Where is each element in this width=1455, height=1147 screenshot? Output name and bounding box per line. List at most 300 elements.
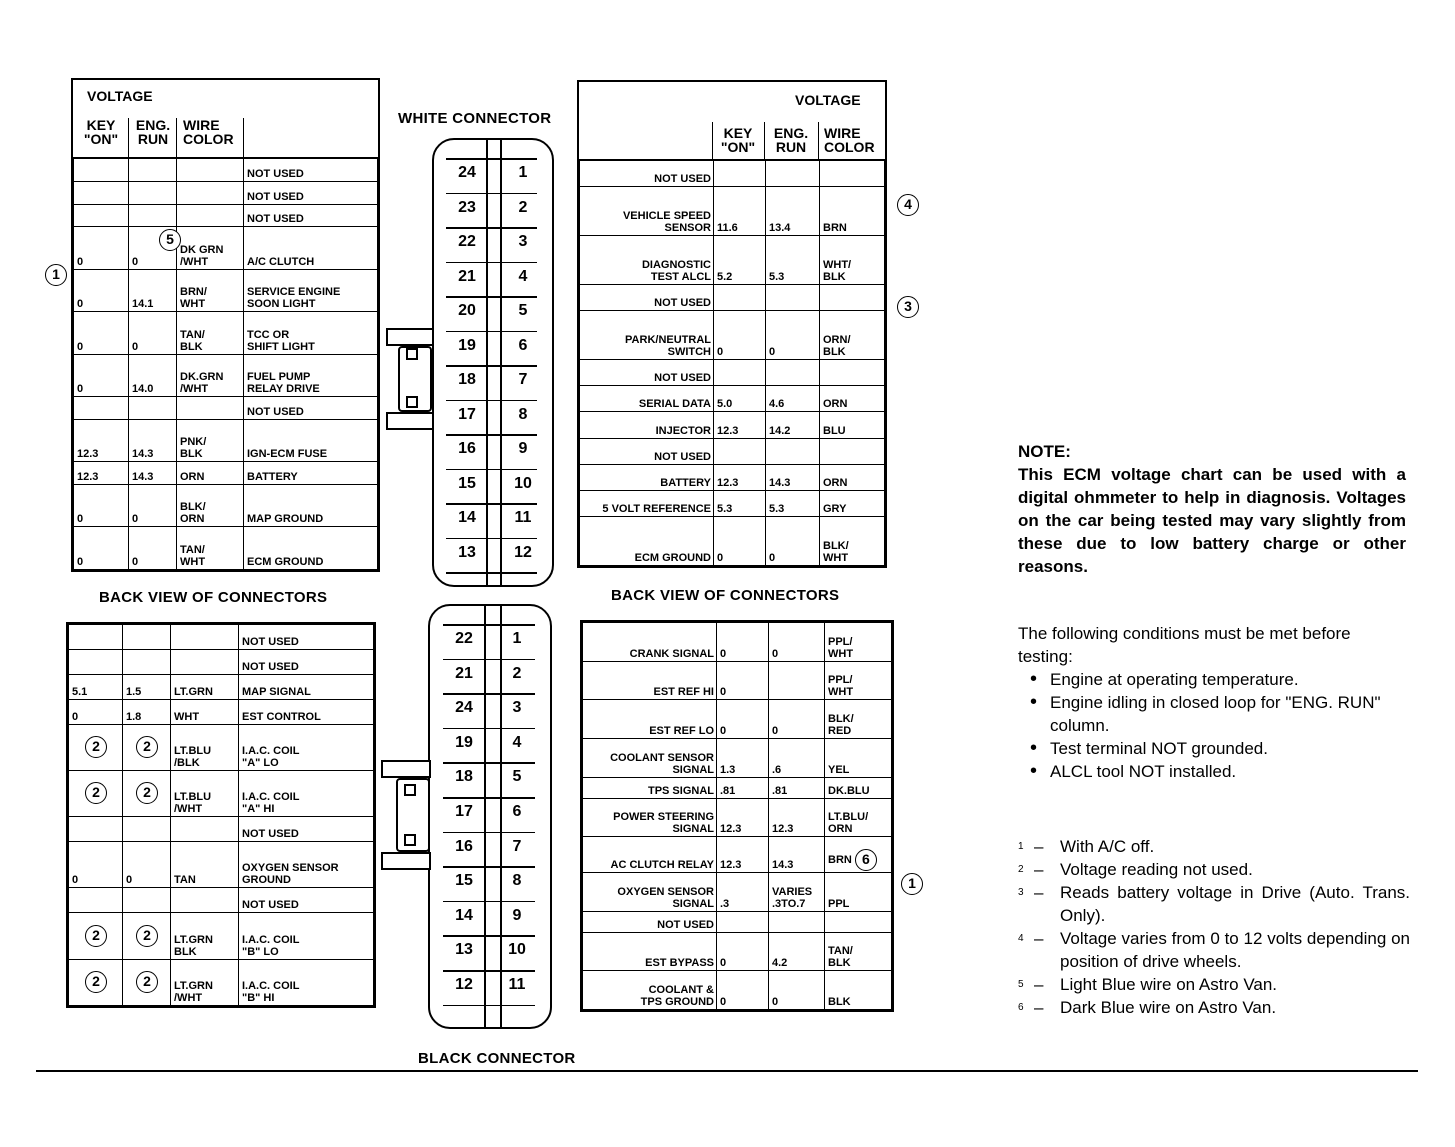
white-left-eng-run: 0	[129, 312, 177, 354]
pin-divider	[443, 901, 535, 903]
white-left-voltage-table	[71, 78, 380, 572]
black-left-function: I.A.C. COIL "A" HI	[239, 770, 374, 816]
white-left-eng-run	[129, 204, 177, 227]
black-left-row	[69, 699, 374, 724]
white-right-wire-color: BRN	[820, 187, 885, 236]
footnote-dash: –	[1034, 883, 1044, 902]
black-right-eng-run: .81	[769, 777, 825, 798]
black-left-row	[69, 913, 374, 959]
connector-pin-number: 21	[455, 664, 473, 682]
black-left-function: NOT USED	[239, 817, 374, 842]
black-right-eng-run: 0	[769, 971, 825, 1010]
footnote-text: Voltage reading not used.	[1060, 860, 1253, 879]
connector-pin-number: 7	[512, 837, 522, 855]
white-left-wire-color: ORN	[177, 462, 244, 485]
pin-divider	[446, 158, 537, 160]
key-on-header: KEY "ON"	[83, 117, 119, 147]
back-view-caption-right: BACK VIEW OF CONNECTORS	[611, 587, 840, 604]
white-left-eng-run: 14.1	[129, 269, 177, 311]
white-right-wire-color: BLK/ WHT	[820, 517, 885, 566]
white-right-row	[580, 284, 885, 310]
footnote-text: Reads battery voltage in Drive (Auto. Trans. Only).	[1060, 883, 1410, 925]
pin-divider	[443, 832, 535, 834]
black-right-key-on: 0	[717, 661, 769, 700]
white-left-key-on	[74, 204, 129, 227]
white-left-wire-color: TAN/ BLK	[177, 312, 244, 354]
white-left-row	[74, 354, 378, 396]
white-right-eng-run	[766, 284, 820, 310]
black-right-eng-run: 14.3	[769, 837, 825, 873]
white-left-row	[74, 462, 378, 485]
footnote-2-marker: 2	[136, 971, 158, 993]
connector-pin-number: 19	[455, 733, 473, 751]
condition-item	[1030, 737, 1410, 760]
black-connector-latch-bottom	[381, 852, 431, 870]
key-on-header-right: KEY "ON"	[720, 125, 756, 155]
connector-pin-number: 24	[455, 699, 473, 717]
white-right-eng-run: 13.4	[766, 187, 820, 236]
white-right-row	[580, 464, 885, 490]
black-right-key-on	[717, 911, 769, 932]
white-left-key-on: 12.3	[74, 419, 129, 461]
pin-divider	[446, 296, 537, 298]
condition-item	[1030, 691, 1410, 737]
black-right-function: EST BYPASS	[583, 932, 717, 971]
connector-pin-number: 12	[514, 543, 532, 561]
connector-pin-number: 15	[458, 474, 476, 492]
white-left-function: ECM GROUND	[244, 527, 378, 570]
black-left-eng-run	[123, 913, 171, 959]
connector-pin-number: 4	[512, 733, 522, 751]
white-right-row	[580, 236, 885, 285]
black-left-key-on: 0	[69, 699, 123, 724]
black-right-eng-run	[769, 911, 825, 932]
connector-pin-number: 8	[512, 872, 522, 890]
black-right-wire-color: LT.BLU/ ORN	[825, 798, 892, 837]
black-left-function: NOT USED	[239, 649, 374, 674]
white-connector-caption: WHITE CONNECTOR	[398, 110, 552, 127]
white-left-wire-color: BLK/ ORN	[177, 485, 244, 527]
connector-pin-number: 2	[512, 664, 522, 682]
pin-divider	[443, 935, 535, 937]
footnote-item	[1018, 996, 1410, 1019]
black-right-eng-run: 0	[769, 700, 825, 739]
eng-run-header-right: ENG. RUN	[773, 125, 809, 155]
white-left-wire-color	[177, 181, 244, 204]
white-left-eng-run: 0	[129, 527, 177, 570]
black-right-wire-color: BRN 6	[825, 837, 892, 873]
white-left-wire-color	[166, 227, 244, 269]
black-right-row	[583, 661, 892, 700]
conditions-block	[1018, 622, 1410, 783]
black-right-key-on: 0	[717, 623, 769, 662]
footnote-2-marker: 2	[85, 971, 107, 993]
black-left-wire-color: LT.GRN /WHT	[171, 959, 239, 1005]
black-left-eng-run: 0	[123, 842, 171, 888]
black-left-row	[69, 888, 374, 913]
black-left-eng-run	[123, 888, 171, 913]
black-right-key-on: .3	[717, 872, 769, 911]
footnote-text: Voltage varies from 0 to 12 volts depending on position of drive wheels.	[1060, 929, 1410, 971]
white-right-function: NOT USED	[580, 438, 714, 464]
back-view-caption-left: BACK VIEW OF CONNECTORS	[99, 589, 328, 606]
black-right-eng-run: 0	[769, 623, 825, 662]
black-right-key-on: 0	[717, 700, 769, 739]
white-left-function: NOT USED	[244, 181, 378, 204]
black-right-wire-color: PPL/ WHT	[825, 661, 892, 700]
black-right-function: EST REF HI	[583, 661, 717, 700]
footnote-dash: –	[1034, 837, 1044, 856]
connector-pin-number: 14	[455, 906, 473, 924]
white-right-function: ECM GROUND	[580, 517, 714, 566]
black-right-wire-color: PPL/ WHT	[825, 623, 892, 662]
white-right-eng-run: 4.6	[766, 386, 820, 412]
pin-divider	[443, 624, 535, 626]
bullet-icon: •	[1030, 760, 1038, 782]
connector-pin-number: 12	[455, 976, 473, 993]
white-left-wire-color: TAN/ WHT	[177, 527, 244, 570]
white-right-wire-color	[820, 284, 885, 310]
white-left-row	[74, 397, 378, 420]
footnote-mark: 3	[1018, 887, 1024, 898]
white-left-row	[74, 181, 378, 204]
white-right-eng-run	[766, 161, 820, 187]
footnote-mark: 2	[1018, 864, 1024, 875]
footnote-2-marker: 2	[85, 782, 107, 804]
white-left-key-on: 0	[74, 312, 129, 354]
pin-divider	[443, 1005, 535, 1007]
white-left-function: NOT USED	[244, 159, 378, 182]
footnote-item	[1018, 835, 1410, 858]
connector-pin-number: 9	[512, 906, 522, 924]
white-left-row	[74, 269, 378, 311]
black-right-row	[583, 700, 892, 739]
black-right-row	[583, 739, 892, 778]
black-right-voltage-table	[580, 620, 894, 1012]
footnote-mark: 5	[1018, 979, 1024, 990]
black-left-eng-run	[123, 649, 171, 674]
connector-pin-number: 22	[455, 630, 473, 647]
white-right-key-on: 12.3	[714, 464, 766, 490]
white-left-row	[74, 485, 378, 527]
black-left-wire-color	[171, 817, 239, 842]
white-left-function: FUEL PUMP RELAY DRIVE	[244, 354, 378, 396]
black-right-wire-color: PPL	[825, 872, 892, 911]
white-left-function: SERVICE ENGINE SOON LIGHT	[244, 269, 378, 311]
white-left-key-on: 0	[74, 485, 129, 527]
footnote-text: Dark Blue wire on Astro Van.	[1060, 998, 1277, 1017]
white-left-row	[74, 527, 378, 570]
white-right-key-on	[714, 438, 766, 464]
footnote-2-marker: 2	[136, 925, 158, 947]
connector-pin-number: 10	[508, 941, 526, 959]
white-right-row	[580, 359, 885, 385]
white-right-eng-run	[766, 359, 820, 385]
callout-1-right: 1	[901, 873, 923, 895]
pin-divider	[446, 434, 537, 436]
white-left-function: TCC OR SHIFT LIGHT	[244, 312, 378, 354]
black-left-key-on	[69, 625, 123, 650]
connector-pin-number: 3	[518, 233, 528, 250]
pin-divider	[446, 538, 537, 540]
white-left-function: A/C CLUTCH	[244, 227, 378, 269]
white-right-function: DIAGNOSTIC TEST ALCL	[580, 236, 714, 285]
black-left-function: MAP SIGNAL	[239, 674, 374, 699]
white-left-eng-run	[129, 397, 177, 420]
white-left-key-on	[74, 397, 129, 420]
black-right-row	[583, 798, 892, 837]
connector-pin-number: 15	[455, 872, 473, 890]
connector-pin-number: 5	[518, 302, 528, 319]
pin-divider	[446, 503, 537, 505]
white-left-function: BATTERY	[244, 462, 378, 485]
connector-pin-number: 21	[458, 267, 476, 285]
connector-pin-number: 16	[458, 440, 476, 457]
connector-pin-number: 6	[518, 336, 528, 354]
black-right-eng-run: .6	[769, 739, 825, 778]
wire-color-header-right: WIRE COLOR	[824, 125, 875, 155]
white-left-row	[74, 227, 378, 269]
white-right-key-on	[714, 284, 766, 310]
black-right-row	[583, 932, 892, 971]
white-connector-latch-bottom	[386, 412, 434, 430]
black-left-key-on	[69, 888, 123, 913]
white-left-wire-color: DK.GRN /WHT	[177, 354, 244, 396]
black-left-row	[69, 842, 374, 888]
white-left-function: IGN-ECM FUSE	[244, 419, 378, 461]
white-left-row	[74, 204, 378, 227]
connector-pin-number: 18	[458, 371, 476, 388]
black-right-wire-color: BLK	[825, 971, 892, 1010]
pin-divider	[443, 797, 535, 799]
footnote-2-marker: 2	[136, 782, 158, 804]
black-right-function: COOLANT SENSOR SIGNAL	[583, 739, 717, 778]
connector-pin-number: 16	[455, 837, 473, 855]
black-left-function: I.A.C. COIL "B" LO	[239, 913, 374, 959]
connector-pin-number: 6	[512, 803, 522, 820]
black-right-function: NOT USED	[583, 911, 717, 932]
condition-item	[1030, 668, 1410, 691]
black-left-function: OXYGEN SENSOR GROUND	[239, 842, 374, 888]
white-right-eng-run: 5.3	[766, 491, 820, 517]
black-left-row	[69, 817, 374, 842]
white-right-wire-color	[820, 438, 885, 464]
black-left-function: NOT USED	[239, 888, 374, 913]
black-right-key-on: 0	[717, 971, 769, 1010]
white-left-eng-run: 0	[129, 485, 177, 527]
black-left-wire-color: LT.GRN	[171, 674, 239, 699]
footnote-2-marker: 2	[85, 736, 107, 758]
black-left-eng-run	[123, 770, 171, 816]
condition-text: ALCL tool NOT installed.	[1050, 762, 1237, 781]
black-left-wire-color: WHT	[171, 699, 239, 724]
wire-color-header: WIRE COLOR	[183, 117, 234, 147]
white-right-row	[580, 311, 885, 360]
black-left-key-on	[69, 724, 123, 770]
pin-divider	[443, 762, 535, 764]
white-right-voltage-table	[577, 80, 887, 568]
white-right-row	[580, 161, 885, 187]
white-right-row	[580, 412, 885, 438]
white-right-row	[580, 491, 885, 517]
white-left-eng-run: 14.0	[129, 354, 177, 396]
white-right-key-on: 0	[714, 517, 766, 566]
black-right-row	[583, 777, 892, 798]
footnote-item	[1018, 858, 1410, 881]
connector-pin-number: 2	[518, 198, 528, 216]
black-right-row	[583, 837, 892, 873]
pin-divider	[446, 262, 537, 264]
white-left-wire-color: PNK/ BLK	[177, 419, 244, 461]
note-body: This ECM voltage chart can be used with a digital ohmmeter to help in diagnosis. Voltages on the car being tested may vary slightly from these due to low battery charge or other reasons.	[1018, 465, 1406, 576]
black-right-eng-run: 4.2	[769, 932, 825, 971]
black-left-key-on: 5.1	[69, 674, 123, 699]
white-left-eng-run: 14.3	[129, 462, 177, 485]
white-left-key-on: 0	[74, 527, 129, 570]
white-right-wire-color: ORN/ BLK	[820, 311, 885, 360]
footnote-mark: 1	[1018, 841, 1024, 852]
black-right-function: AC CLUTCH RELAY	[583, 837, 717, 873]
white-right-key-on: 12.3	[714, 412, 766, 438]
black-connector-caption: BLACK CONNECTOR	[418, 1050, 576, 1067]
connector-pin-number: 1	[518, 164, 528, 181]
black-left-key-on	[69, 913, 123, 959]
white-left-key-on: 0	[74, 269, 129, 311]
connector-pin-number: 4	[518, 267, 528, 285]
callout-4: 4	[897, 194, 919, 216]
condition-text: Engine idling in closed loop for "ENG. RUN" column.	[1050, 693, 1381, 735]
white-right-wire-color: GRY	[820, 491, 885, 517]
black-left-row	[69, 770, 374, 816]
black-left-wire-color: TAN	[171, 842, 239, 888]
black-left-function: I.A.C. COIL "B" HI	[239, 959, 374, 1005]
condition-text: Engine at operating temperature.	[1050, 670, 1299, 689]
connector-pin-number: 11	[514, 509, 532, 526]
pin-divider	[446, 469, 537, 471]
black-left-row	[69, 649, 374, 674]
white-left-eng-run	[129, 159, 177, 182]
black-right-row	[583, 971, 892, 1010]
white-right-eng-run	[766, 438, 820, 464]
note-heading: NOTE:	[1018, 442, 1071, 461]
black-left-wire-color	[171, 888, 239, 913]
white-left-wire-color	[177, 159, 244, 182]
black-left-function: I.A.C. COIL "A" LO	[239, 724, 374, 770]
connector-pin-number: 3	[512, 699, 522, 717]
black-left-wire-color: LT.GRN BLK	[171, 913, 239, 959]
white-left-key-on: 12.3	[74, 462, 129, 485]
white-left-wire-color	[177, 204, 244, 227]
footnote-text: Light Blue wire on Astro Van.	[1060, 975, 1278, 994]
black-right-key-on: 12.3	[717, 798, 769, 837]
black-left-row	[69, 674, 374, 699]
white-right-function: PARK/NEUTRAL SWITCH	[580, 311, 714, 360]
black-left-wire-color	[171, 649, 239, 674]
connector-pin-number: 17	[458, 405, 476, 423]
white-left-row	[74, 159, 378, 182]
connector-pin-number: 20	[458, 302, 476, 319]
white-left-key-on	[74, 181, 129, 204]
footnote-dash: –	[1034, 860, 1044, 879]
black-right-row	[583, 623, 892, 662]
bullet-icon: •	[1030, 737, 1038, 759]
footnote-dash: –	[1034, 998, 1044, 1017]
footnote-5-marker: 5	[159, 229, 181, 251]
pin-divider	[446, 193, 537, 195]
black-left-key-on	[69, 770, 123, 816]
white-left-row	[74, 312, 378, 354]
black-left-wire-color	[171, 625, 239, 650]
conditions-intro: The following conditions must be met before testing:	[1018, 624, 1351, 666]
pin-divider	[446, 400, 537, 402]
black-right-wire-color: BLK/ RED	[825, 700, 892, 739]
black-right-eng-run: 12.3	[769, 798, 825, 837]
white-right-function: VEHICLE SPEED SENSOR	[580, 187, 714, 236]
white-left-eng-run: 0	[129, 227, 177, 269]
voltage-header-right: VOLTAGE	[795, 92, 861, 108]
black-right-function: TPS SIGNAL	[583, 777, 717, 798]
white-right-row	[580, 386, 885, 412]
black-left-eng-run	[123, 724, 171, 770]
white-right-function: BATTERY	[580, 464, 714, 490]
black-right-key-on: 1.3	[717, 739, 769, 778]
footnote-6-marker: 6	[855, 849, 877, 871]
black-left-key-on: 0	[69, 842, 123, 888]
condition-text: Test terminal NOT grounded.	[1050, 739, 1268, 758]
black-left-row	[69, 959, 374, 1005]
black-right-function: OXYGEN SENSOR SIGNAL	[583, 872, 717, 911]
footnote-item	[1018, 973, 1410, 996]
black-right-eng-run: VARIES .3TO.7	[769, 872, 825, 911]
black-left-function: NOT USED	[239, 625, 374, 650]
black-right-key-on: 12.3	[717, 837, 769, 873]
callout-1-left: 1	[45, 264, 67, 286]
footnote-item	[1018, 881, 1410, 927]
white-right-key-on: 0	[714, 311, 766, 360]
white-right-key-on: 11.6	[714, 187, 766, 236]
white-right-row	[580, 187, 885, 236]
connector-pin-number: 5	[512, 768, 522, 786]
black-right-key-on: 0	[717, 932, 769, 971]
white-right-key-on	[714, 359, 766, 385]
white-right-eng-run: 14.3	[766, 464, 820, 490]
black-connector-latch-top	[381, 760, 431, 778]
pin-divider	[443, 970, 535, 972]
footnote-2-marker: 2	[85, 925, 107, 947]
pin-divider	[443, 659, 535, 661]
black-left-wire-color: LT.BLU /WHT	[171, 770, 239, 816]
white-left-eng-run: 14.3	[129, 419, 177, 461]
footnote-dash: –	[1034, 975, 1044, 994]
white-left-eng-run	[129, 181, 177, 204]
connector-pin-number: 14	[458, 509, 476, 526]
black-left-voltage-table	[66, 622, 376, 1008]
pin-divider	[446, 572, 537, 574]
footnote-mark: 6	[1018, 1002, 1024, 1013]
white-left-key-on: 0	[74, 227, 129, 269]
white-right-function: NOT USED	[580, 161, 714, 187]
black-right-wire-color: YEL	[825, 739, 892, 778]
connector-pin-number: 7	[518, 371, 528, 388]
white-right-eng-run: 5.3	[766, 236, 820, 285]
white-right-function: NOT USED	[580, 359, 714, 385]
black-right-row	[583, 911, 892, 932]
white-right-eng-run: 0	[766, 517, 820, 566]
white-right-eng-run: 0	[766, 311, 820, 360]
black-left-key-on	[69, 817, 123, 842]
black-left-eng-run	[123, 625, 171, 650]
connector-pin-number: 9	[518, 440, 528, 457]
